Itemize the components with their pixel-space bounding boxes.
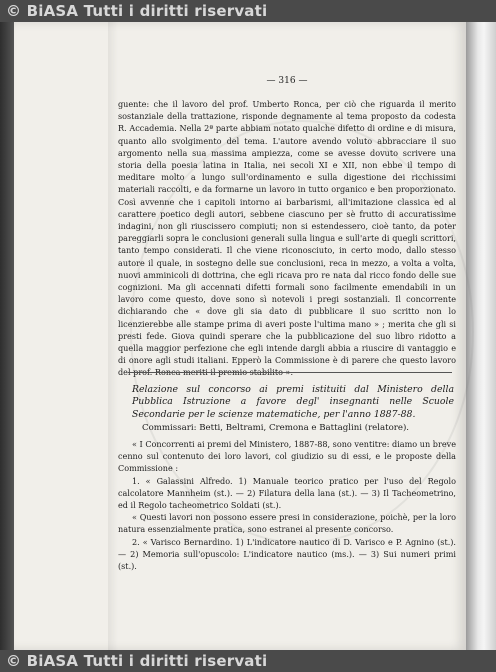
page-number: — 316 — [266,76,308,86]
book-left-edge [0,22,14,650]
commissioners-line: Commissari: Betti, Beltrami, Cremona e Battaglini (relatore). [142,423,410,433]
paragraph-text: guente: che il lavoro del prof. Umberto Ronca, per ciò che riguarda il merito sostanziale della trattazione, risponde degnamente al tema proposto da codesta R. Accademia. Nella 2ª parte abbiam notato qualche difetto di ordine e di misura, quanto allo svolgimento del tema. L'autore avendo voluto abbracciare il suo argomento nella sua massima ampiezza, come se avesse dovuto scrivere una storia della poesia latina in Italia, nei secoli XI e XII, non ebbe il tempo di meditare molto a lungo sull'ordinamento e sulla digestione dei ricchissimi materiali raccolti, e da formarne un lavoro in tutto organico e ben proporzionato. Così avvenne che i capitoli intorno ai barbarismi, all'imitazione classica ed al carattere poetico degli autori, sebbene ciascuno per sè frutto di accuratissime indagini, non gli riuscissero compiuti; non si estendessero, cioè tanto, da poter pareggiarli sopra le conclusioni generali sulla lingua e sull'arte di quegli scrittori, tanto tempo considerati. Il che viene riconosciuto, in certo modo, dallo stesso autore il quale, in sostegno delle sue conclusioni, reca in mezzo, a volta a volta, nuovi amminicoli di dottrina, che egli ricava pro re nata dal ricco fondo delle sue cognizioni. Ma gli accennati difetti formali sono facilmente emendabili in un lavoro come questo, dove sono sì notevoli i pregi sostanziali. Il concorrente dichiarando che « dove gli sia dato di pubblicare il suo scritto non lo licenzierebbe alle stampe prima di averi poste l'ultima mano » ; merita che gli si presti fede. Giova quindi sperare che la pubblicazione del suo libro ridotto a quella maggior perfezione che egli intende dargli abbia a riuscire di vantaggio e di onore agli studi italiani. Epperò la Commissione è di parere che questo lavoro del prof. Ronca meriti il premio stabilito ». [118,99,456,378]
copyright-banner-bottom: © BiASA Tutti i diritti riservati [0,650,496,672]
section-divider [128,372,452,373]
copyright-banner-top: © BiASA Tutti i diritti riservati [0,0,496,22]
body-section-2 [118,438,456,618]
body-paragraph-1 [118,98,456,378]
paragraph-intro: « I Concorrenti ai premi del Ministero, 1887-88, sono ventitre: diamo un breve cenno sul contenuto dei loro lavori, col giudizio su di essi, e le proposte della Commissione : [118,439,456,474]
section-title: Relazione sul concorso ai premi istituiti dal Ministero della Pubblica Istruzione a favore degl' insegnanti nelle Scuole Secondarie per le scienze matematiche, per l'anno 1887-88. [132,384,454,420]
page-gutter-shadow [108,22,118,650]
list-item-1: 1. « Galassini Alfredo. 1) Manuale teorico pratico per l'uso del Regolo calcolatore Mannheim (st.). — 2) Filatura della lana (st.). — 3) Il Tacheometrino, ed il Regolo tacheometrico Soldati (st.). [118,475,456,511]
list-item-2: 2. « Varisco Bernardino. 1) L'indicatore nautico di D. Varisco e P. Agnino (st.). — 2) Memoria sull'opuscolo: L'indicatore nautico (ms.). — 3) Sui numeri primi (st.). [118,536,456,572]
page-fold [466,22,496,650]
list-item-1-note: « Questi lavori non possono essere presi in considerazione, poichè, per la loro natura essenzialmente pratica, sono estranei al presente concorso. [118,512,456,535]
